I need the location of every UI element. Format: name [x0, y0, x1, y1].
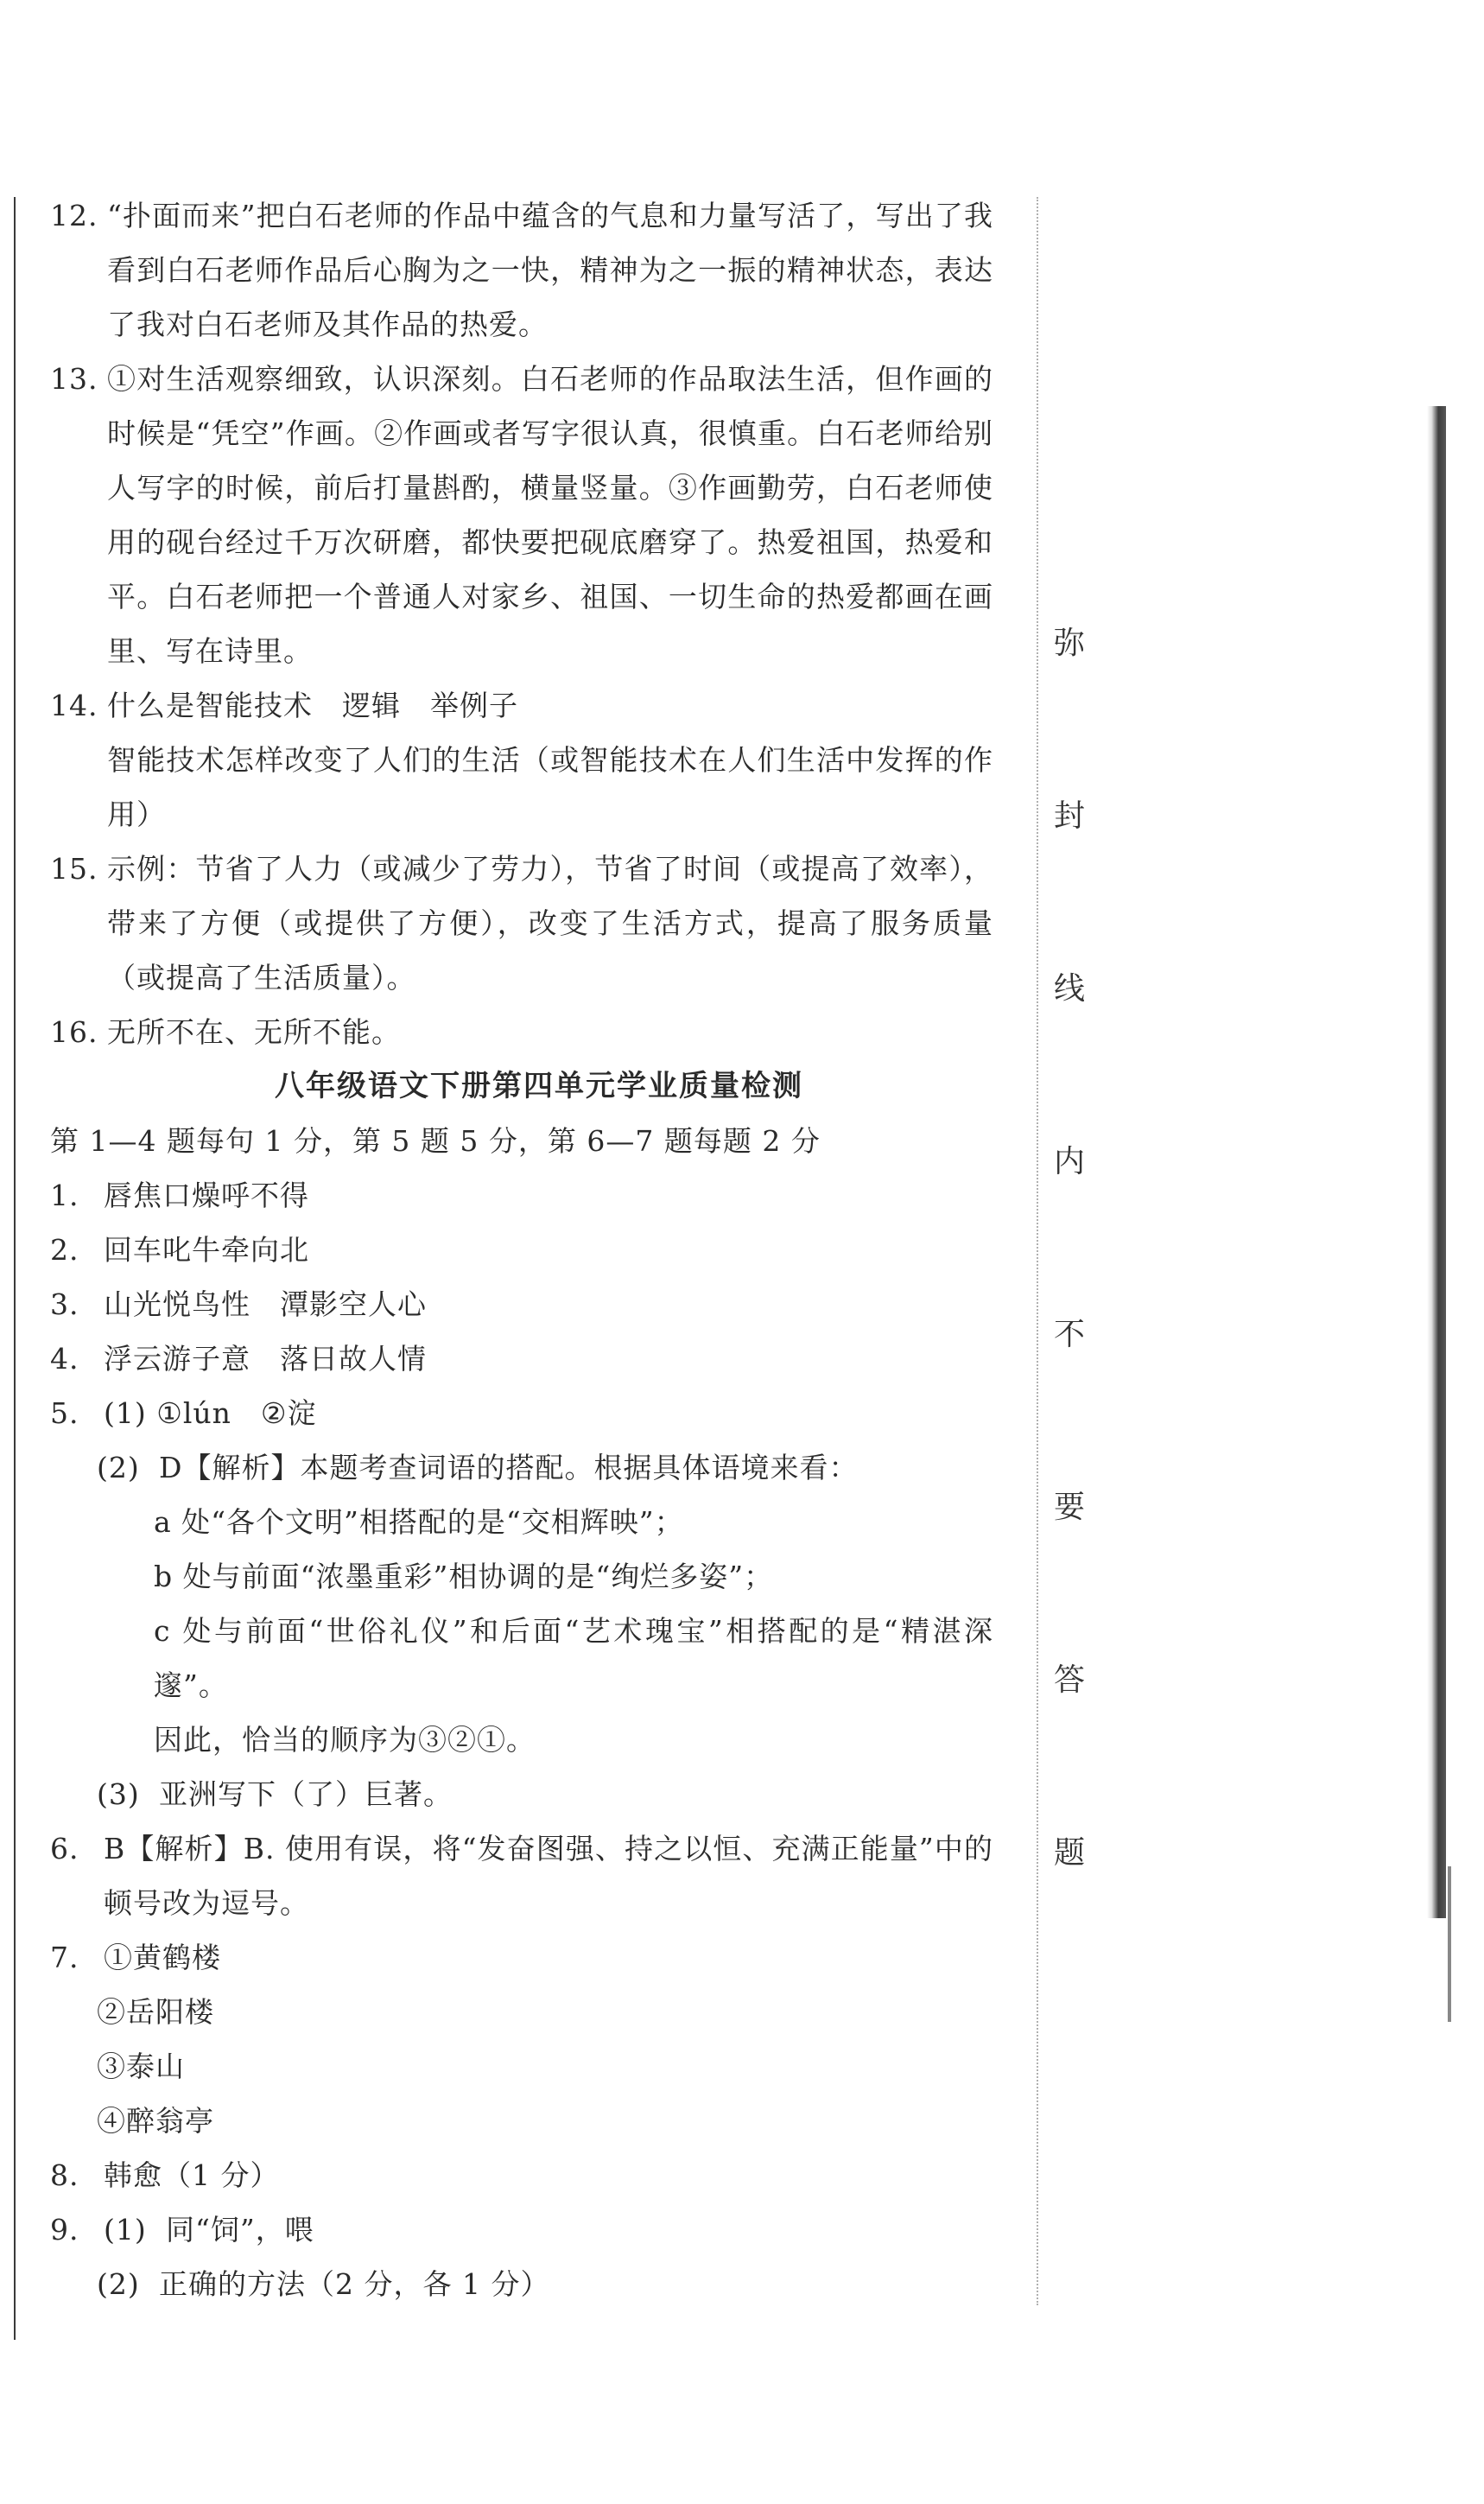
answer-9-part1 — [104, 2202, 314, 2257]
analysis-line-a: a 处“各个文明”相搭配的是“交相辉映”； — [154, 1505, 684, 1539]
answer-number: 12. — [50, 199, 98, 232]
answer-text: B【解析】B. 使用有误，将“发奋图强、持之以恒、充满正能量”中的顿号改为逗号。 — [104, 1832, 993, 1920]
seal-char: 内 — [1054, 1144, 1086, 1179]
left-margin-rule — [14, 197, 16, 2340]
seal-char: 线 — [1054, 971, 1086, 1007]
analysis-line-b: b 处与前面“浓墨重彩”相协调的是“绚烂多姿”； — [154, 1560, 774, 1593]
answer-15 — [50, 842, 993, 1005]
answer-2 — [50, 1223, 993, 1277]
seal-line-notice — [1043, 619, 1095, 1915]
answer-number: 5. — [50, 1396, 79, 1430]
answer-text: “扑面而来”把白石老师的作品中蕴含的气息和力量写活了，写出了我看到白石老师作品后心胸为之一快，精神为之一振的精神状态，表达了我对白石老师及其作品的热爱。 — [107, 199, 993, 341]
answer-12 — [50, 188, 993, 352]
answer-number: 7. — [50, 1941, 79, 1974]
analysis-conclusion: 因此，恰当的顺序为③②①。 — [154, 1723, 536, 1757]
answer-4 — [50, 1331, 993, 1386]
sub-text: 正确的方法（2 分，各 1 分） — [159, 2267, 550, 2301]
answer-number: 6. — [50, 1832, 79, 1865]
answer-text: ①对生活观察细致，认识深刻。白石老师的作品取法生活，但作画的时候是“凭空”作画。②作画或者写字很认真，很慎重。白石老师给别人写字的时候，前后打量斟酌，横量竖量。③作画勤劳，白石老师使用的砚台经过千万次研磨，都快要把砚底磨穿了。热爱祖国，热爱和平。白石老师把一个普通人对家乡、祖国、一切生命的热爱都画在画里、写在诗里。 — [107, 362, 993, 668]
fold-dotted-line — [1037, 197, 1038, 2305]
answer-number: 9. — [50, 2213, 79, 2247]
answer-text: 韩愈（1 分） — [104, 2158, 280, 2192]
answer-9-part2 — [50, 2257, 993, 2311]
answer-number: 14. — [50, 689, 98, 722]
answer-text: 无所不在、无所不能。 — [107, 1015, 401, 1049]
answer-8 — [50, 2148, 993, 2202]
answer-6 — [50, 1821, 993, 1930]
answer-14 — [50, 678, 993, 733]
answer-content — [50, 188, 993, 2311]
answer-3 — [50, 1277, 993, 1331]
answer-text: 唇焦口燥呼不得 — [104, 1179, 309, 1212]
answer-9 — [50, 2202, 993, 2257]
answer-7-line: ②岳阳楼 — [97, 1995, 214, 2029]
answer-text: 山光悦鸟性 潭影空人心 — [104, 1287, 427, 1321]
analysis-line-c: c 处与前面“世俗礼仪”和后面“艺术瑰宝”相搭配的是“精湛深邃”。 — [154, 1614, 993, 1702]
section-title: 八年级语文下册第四单元学业质量检测 — [275, 1069, 803, 1103]
answer-13 — [50, 352, 993, 678]
answer-number: 16. — [50, 1015, 98, 1049]
seal-char: 题 — [1054, 1835, 1086, 1871]
sub-number: (2) — [97, 1451, 140, 1484]
answer-number: 4. — [50, 1342, 79, 1376]
answer-5-part2 — [50, 1440, 993, 1495]
answer-number: 13. — [50, 362, 98, 396]
answer-number: 8. — [50, 2158, 79, 2192]
sub-number: (2) — [97, 2267, 140, 2301]
answer-number: 3. — [50, 1287, 79, 1321]
answer-text: 回车叱牛牵向北 — [104, 1233, 309, 1267]
answer-text: 示例：节省了人力（或减少了劳力），节省了时间（或提高了效率），带来了方便（或提供了方便），改变了生活方式，提高了服务质量（或提高了生活质量）。 — [107, 852, 993, 995]
seal-char: 封 — [1054, 798, 1086, 834]
answer-5-part1: (1) ①lún ②淀 — [104, 1396, 317, 1430]
seal-char: 答 — [1054, 1662, 1086, 1698]
answer-number: 2. — [50, 1233, 79, 1267]
answer-7-line: ③泰山 — [97, 2050, 185, 2083]
sub-text: 亚洲写下（了）巨著。 — [159, 1777, 453, 1811]
answer-1 — [50, 1168, 993, 1223]
answer-7-line: ④醉翁亭 — [97, 2104, 214, 2138]
scan-shadow-edge — [1427, 406, 1446, 1918]
answer-number — [50, 733, 107, 842]
answer-text: 什么是智能技术 逻辑 举例子 — [107, 689, 518, 722]
scan-shadow-edge-lower — [1448, 1866, 1451, 2022]
sub-number: (1) — [104, 2213, 147, 2247]
answer-7 — [50, 1930, 993, 1985]
answer-14-continued — [50, 733, 993, 842]
answer-5-part3 — [50, 1767, 993, 1821]
seal-char: 不 — [1054, 1317, 1086, 1352]
seal-char: 弥 — [1054, 626, 1086, 661]
answer-16 — [50, 1005, 993, 1059]
answer-5 — [50, 1386, 993, 1440]
answer-text: 浮云游子意 落日故人情 — [104, 1342, 427, 1376]
answer-text: 智能技术怎样改变了人们的生活（或智能技术在人们生活中发挥的作用） — [107, 743, 993, 831]
answer-number: 15. — [50, 852, 98, 886]
answer-number: 1. — [50, 1179, 79, 1212]
scoring-note: 第 1—4 题每句 1 分，第 5 题 5 分，第 6—7 题每题 2 分 — [50, 1124, 821, 1158]
seal-char: 要 — [1054, 1490, 1086, 1525]
sub-text: D【解析】本题考查词语的搭配。根据具体语境来看： — [159, 1451, 859, 1484]
sub-number: (3) — [97, 1777, 140, 1811]
answer-text: ①黄鹤楼 — [104, 1941, 221, 1974]
sub-text: 同“饲”，喂 — [166, 2213, 314, 2247]
